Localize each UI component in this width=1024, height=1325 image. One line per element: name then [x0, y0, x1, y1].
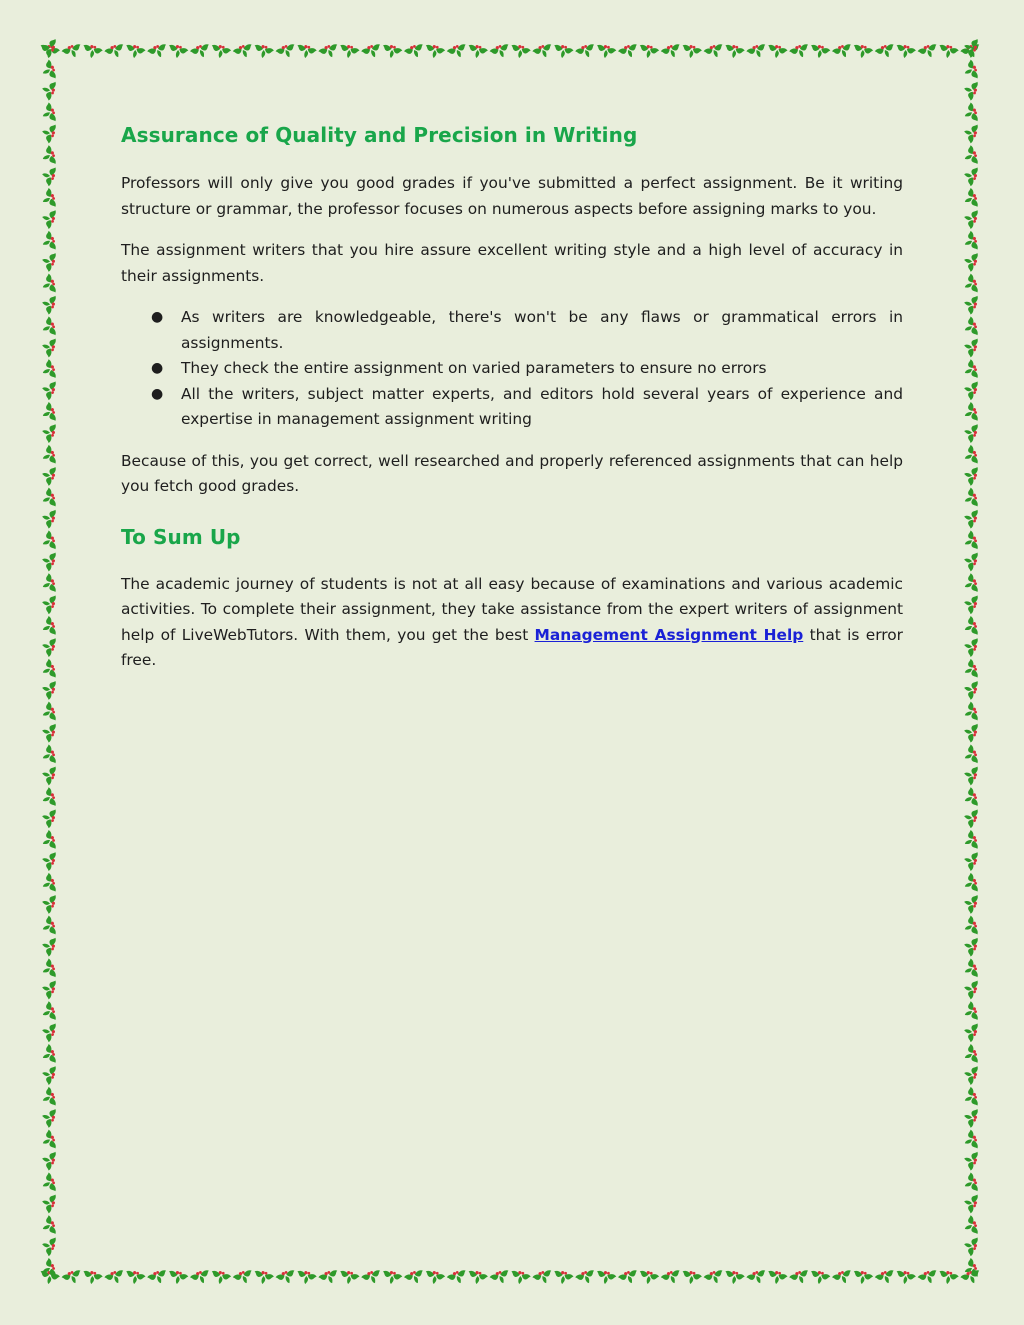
holly-leaf-icon [766, 1269, 789, 1286]
holly-leaf-icon [962, 506, 980, 529]
holly-leaf-icon [40, 1234, 58, 1257]
holly-leaf-icon [40, 487, 58, 510]
holly-leaf-icon [788, 1268, 811, 1286]
holly-leaf-icon [40, 421, 58, 444]
holly-leaf-icon [962, 78, 980, 101]
holly-leaf-icon [40, 1020, 58, 1043]
holly-leaf-icon [962, 892, 980, 915]
holly-leaf-icon [446, 1268, 469, 1286]
holly-leaf-icon [40, 958, 58, 981]
holly-leaf-icon [252, 1269, 275, 1286]
holly-leaf-icon [40, 144, 58, 167]
benefits-list [121, 305, 903, 433]
holly-leaf-icon [509, 1269, 532, 1286]
paragraph-summary [121, 572, 903, 674]
holly-leaf-icon [962, 421, 980, 444]
holly-leaf-icon [962, 187, 980, 210]
holly-border-left [40, 38, 62, 1286]
holly-leaf-icon [166, 1269, 189, 1286]
holly-leaf-icon [962, 701, 980, 724]
holly-leaf-icon [962, 744, 980, 767]
holly-leaf-icon [962, 958, 980, 981]
holly-leaf-icon [962, 378, 980, 401]
holly-leaf-icon [146, 1268, 169, 1286]
holly-leaf-icon [40, 187, 58, 210]
holly-leaf-icon [617, 1268, 640, 1286]
holly-leaf-icon [40, 1063, 58, 1086]
holly-leaf-icon [403, 42, 426, 60]
holly-leaf-icon [962, 1214, 980, 1237]
holly-leaf-icon [209, 43, 232, 60]
holly-leaf-icon [808, 1269, 831, 1286]
holly-leaf-icon [40, 872, 58, 895]
holly-leaf-icon [40, 444, 58, 467]
holly-leaf-icon [851, 1269, 874, 1286]
list-item-text: All the writers, subject matter experts, and editors hold several years of experience and expertise in management assignment writing [181, 384, 903, 428]
holly-leaf-icon [338, 43, 361, 60]
holly-leaf-icon [40, 915, 58, 938]
holly-leaf-icon [962, 1148, 980, 1171]
holly-leaf-icon [40, 744, 58, 767]
holly-leaf-icon [124, 1269, 147, 1286]
holly-leaf-icon [917, 42, 940, 60]
summary-text-end: that is error free. [121, 625, 903, 669]
holly-leaf-icon [40, 78, 58, 101]
holly-leaf-icon [104, 42, 127, 60]
holly-leaf-icon [40, 635, 58, 658]
holly-leaf-icon [40, 1000, 58, 1023]
holly-leaf-icon [104, 1268, 127, 1286]
holly-leaf-icon [40, 38, 58, 59]
holly-leaf-icon [962, 1172, 980, 1195]
holly-leaf-icon [295, 1269, 318, 1286]
holly-leaf-icon [232, 1268, 255, 1286]
holly-leaf-icon [962, 1043, 980, 1066]
holly-leaf-icon [831, 42, 854, 60]
holly-leaf-icon [962, 915, 980, 938]
holly-leaf-icon [40, 763, 58, 786]
holly-leaf-icon [40, 230, 58, 253]
holly-leaf-icon [423, 1269, 446, 1286]
holly-leaf-icon [962, 250, 980, 273]
holly-leaf-icon [962, 615, 980, 638]
holly-leaf-icon [962, 102, 980, 125]
holly-leaf-icon [40, 530, 58, 553]
holly-border-top [40, 38, 984, 60]
holly-leaf-icon [61, 42, 84, 60]
holly-leaf-icon [962, 872, 980, 895]
holly-border-top-svg [40, 38, 984, 60]
holly-leaf-icon [660, 1268, 683, 1286]
holly-leaf-icon [962, 144, 980, 167]
holly-leaf-icon [61, 1268, 84, 1286]
holly-leaf-icon [40, 678, 58, 701]
holly-leaf-icon [874, 42, 897, 60]
holly-leaf-icon [703, 1268, 726, 1286]
holly-leaf-icon [489, 1268, 512, 1286]
holly-leaf-icon [962, 335, 980, 358]
section-heading-sum-up: To Sum Up [121, 524, 241, 549]
holly-leaf-icon [962, 658, 980, 681]
holly-leaf-icon [40, 207, 58, 230]
holly-leaf-icon [962, 207, 980, 230]
holly-leaf-icon [962, 38, 980, 59]
holly-leaf-icon [40, 121, 58, 144]
holly-leaf-icon [423, 43, 446, 60]
holly-leaf-icon [40, 292, 58, 315]
bullet-icon: ● [151, 385, 164, 402]
holly-leaf-icon [166, 43, 189, 60]
holly-leaf-icon [40, 464, 58, 487]
holly-leaf-icon [962, 273, 980, 296]
holly-leaf-icon [962, 678, 980, 701]
holly-leaf-icon [962, 977, 980, 1000]
holly-leaf-icon [962, 1234, 980, 1257]
holly-leaf-icon [962, 444, 980, 467]
holly-leaf-icon [40, 829, 58, 852]
holly-leaf-icon [40, 1257, 58, 1280]
holly-leaf-icon [962, 786, 980, 809]
holly-leaf-icon [40, 849, 58, 872]
list-item-text: As writers are knowledgeable, there's won't be any flaws or grammatical errors in assignments. [181, 308, 903, 352]
holly-leaf-icon [660, 42, 683, 60]
holly-leaf-icon [917, 1268, 940, 1286]
holly-leaf-icon [40, 506, 58, 529]
holly-leaf-icon [962, 763, 980, 786]
holly-leaf-icon [680, 1269, 703, 1286]
holly-leaf-icon [40, 378, 58, 401]
holly-leaf-icon [40, 1191, 58, 1214]
holly-leaf-icon [275, 1268, 298, 1286]
holly-leaf-icon [962, 292, 980, 315]
holly-leaf-icon [489, 42, 512, 60]
holly-leaf-icon [40, 977, 58, 1000]
holly-leaf-icon [532, 1268, 555, 1286]
holly-leaf-icon [723, 43, 746, 60]
summary-text-start: The academic journey of students is not at all easy because of examinations and various academic activities. To complete their assignment, they take assistance from the expert writers of assignment help of LiveWebTutors. With them, you get the best [121, 574, 903, 644]
holly-leaf-icon [962, 549, 980, 572]
holly-leaf-icon [40, 549, 58, 572]
holly-leaf-icon [894, 1269, 917, 1286]
list-item-text: They check the entire assignment on varied parameters to ensure no errors [181, 359, 767, 377]
holly-leaf-icon [808, 43, 831, 60]
holly-leaf-icon [40, 720, 58, 743]
holly-leaf-icon [962, 530, 980, 553]
holly-leaf-icon [962, 1257, 980, 1280]
holly-leaf-icon [275, 42, 298, 60]
holly-leaf-icon [962, 635, 980, 658]
holly-leaf-icon [766, 43, 789, 60]
holly-leaf-icon [40, 316, 58, 339]
list-item [151, 382, 903, 433]
holly-leaf-icon [40, 934, 58, 957]
holly-leaf-icon [40, 1043, 58, 1066]
holly-leaf-icon [831, 1268, 854, 1286]
list-item [151, 356, 903, 382]
holly-leaf-icon [40, 273, 58, 296]
holly-leaf-icon [851, 43, 874, 60]
holly-leaf-icon [962, 121, 980, 144]
holly-leaf-icon [962, 316, 980, 339]
holly-leaf-icon [937, 1269, 960, 1286]
holly-leaf-icon [788, 42, 811, 60]
holly-leaf-icon [40, 1148, 58, 1171]
holly-leaf-icon [680, 43, 703, 60]
holly-border-right [962, 38, 984, 1286]
holly-leaf-icon [40, 164, 58, 187]
holly-leaf-icon [723, 1269, 746, 1286]
holly-leaf-icon [466, 43, 489, 60]
holly-leaf-icon [40, 1129, 58, 1152]
holly-leaf-icon [81, 1269, 104, 1286]
holly-leaf-icon [360, 42, 383, 60]
document-content [121, 118, 903, 674]
holly-leaf-icon [962, 1106, 980, 1129]
list-item [151, 305, 903, 356]
holly-leaf-icon [552, 1269, 575, 1286]
holly-leaf-icon [574, 1268, 597, 1286]
holly-leaf-icon [962, 164, 980, 187]
holly-leaf-icon [146, 42, 169, 60]
holly-leaf-icon [962, 849, 980, 872]
holly-leaf-icon [466, 1269, 489, 1286]
holly-leaf-icon [40, 615, 58, 638]
holly-leaf-icon [962, 1000, 980, 1023]
holly-leaf-icon [40, 701, 58, 724]
holly-border-bottom [40, 1264, 984, 1286]
holly-leaf-icon [962, 829, 980, 852]
holly-leaf-icon [40, 102, 58, 125]
holly-leaf-icon [552, 43, 575, 60]
holly-leaf-icon [209, 1269, 232, 1286]
holly-leaf-icon [962, 464, 980, 487]
holly-leaf-icon [962, 358, 980, 381]
holly-leaf-icon [594, 1269, 617, 1286]
holly-leaf-icon [937, 43, 960, 60]
holly-leaf-icon [746, 1268, 769, 1286]
holly-leaf-icon [40, 401, 58, 424]
holly-leaf-icon [962, 487, 980, 510]
holly-leaf-icon [40, 1172, 58, 1195]
holly-leaf-icon [637, 1269, 660, 1286]
holly-leaf-icon [338, 1269, 361, 1286]
holly-border-left-svg [40, 38, 62, 1286]
holly-leaf-icon [962, 230, 980, 253]
holly-leaf-icon [232, 42, 255, 60]
holly-leaf-icon [40, 1086, 58, 1109]
holly-leaf-icon [40, 658, 58, 681]
holly-leaf-icon [962, 1020, 980, 1043]
holly-leaf-icon [617, 42, 640, 60]
holly-leaf-icon [962, 1086, 980, 1109]
holly-leaf-icon [962, 1063, 980, 1086]
holly-leaf-icon [509, 43, 532, 60]
holly-leaf-icon [189, 1268, 212, 1286]
holly-leaf-icon [962, 720, 980, 743]
holly-leaf-icon [446, 42, 469, 60]
holly-leaf-icon [874, 1268, 897, 1286]
holly-leaf-icon [40, 358, 58, 381]
holly-leaf-icon [532, 42, 555, 60]
section-heading-quality: Assurance of Quality and Precision in Writing [121, 123, 638, 147]
holly-leaf-icon [962, 401, 980, 424]
paragraph-closing: Because of this, you get correct, well researched and properly referenced assignments that can help you fetch good grades. [121, 451, 903, 495]
holly-leaf-icon [252, 43, 275, 60]
holly-leaf-icon [574, 42, 597, 60]
bullet-icon: ● [151, 360, 164, 376]
holly-leaf-icon [360, 1268, 383, 1286]
holly-leaf-icon [962, 592, 980, 615]
holly-leaf-icon [40, 572, 58, 595]
holly-leaf-icon [962, 572, 980, 595]
holly-leaf-icon [40, 335, 58, 358]
holly-leaf-icon [380, 43, 403, 60]
holly-leaf-icon [295, 43, 318, 60]
holly-leaf-icon [318, 42, 341, 60]
holly-leaf-icon [637, 43, 660, 60]
holly-leaf-icon [594, 43, 617, 60]
holly-leaf-icon [403, 1268, 426, 1286]
holly-leaf-icon [962, 934, 980, 957]
holly-leaf-icon [40, 592, 58, 615]
holly-leaf-icon [962, 1191, 980, 1214]
holly-leaf-icon [189, 42, 212, 60]
paragraph-professors: Professors will only give you good grades if you've submitted a perfect assignment. Be it writing structure or grammar, the professor focuses on numerous aspects before assigning marks to you. [121, 174, 903, 218]
holly-leaf-icon [40, 1106, 58, 1129]
holly-border-bottom-svg [40, 1264, 984, 1286]
holly-leaf-icon [40, 806, 58, 829]
holly-border-right-svg [962, 38, 984, 1286]
holly-leaf-icon [40, 892, 58, 915]
holly-leaf-icon [318, 1268, 341, 1286]
holly-leaf-icon [40, 59, 58, 82]
bullet-icon: ● [151, 309, 164, 325]
holly-leaf-icon [380, 1269, 403, 1286]
holly-leaf-icon [894, 43, 917, 60]
holly-leaf-icon [962, 806, 980, 829]
management-assignment-help-link[interactable]: Management Assignment Help [534, 625, 804, 644]
paragraph-writers: The assignment writers that you hire assure excellent writing style and a high level of accuracy in their assignments. [121, 241, 903, 285]
holly-leaf-icon [40, 1214, 58, 1237]
holly-leaf-icon [40, 250, 58, 273]
holly-leaf-icon [962, 1129, 980, 1152]
holly-leaf-icon [81, 43, 104, 60]
holly-leaf-icon [124, 43, 147, 60]
holly-leaf-icon [962, 59, 980, 82]
holly-leaf-icon [746, 42, 769, 60]
holly-leaf-icon [40, 786, 58, 809]
holly-leaf-icon [703, 42, 726, 60]
